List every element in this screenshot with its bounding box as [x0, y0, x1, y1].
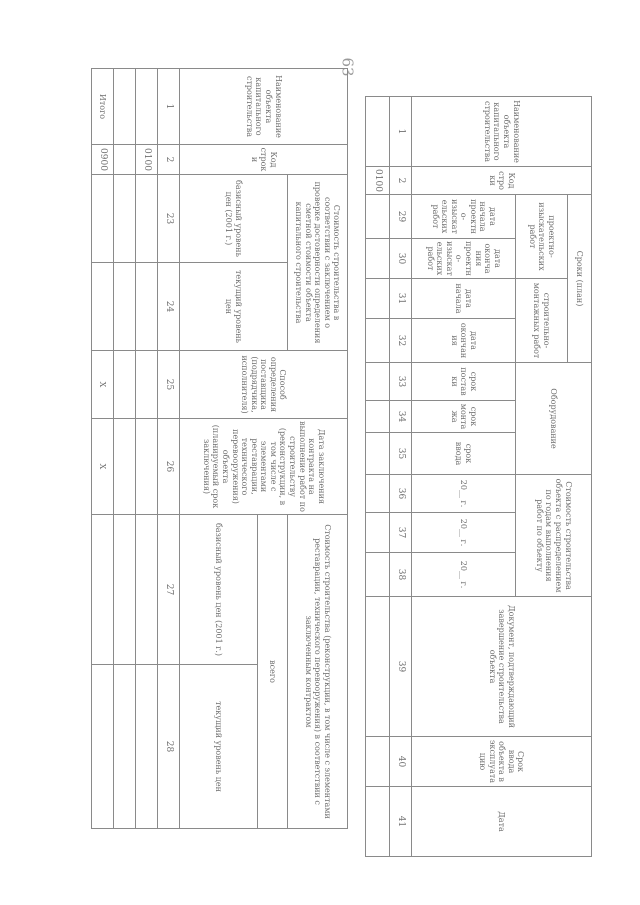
colnum: 26	[158, 419, 180, 515]
header-total: всего	[258, 515, 288, 829]
colnum: 34	[390, 401, 412, 433]
header-cost: Стоимость строительства в соответствии с заключением о проверке достоверности определения сметной стоимости объекта капитального строительства	[288, 175, 348, 351]
header-eq-install: срок монтажа	[412, 401, 516, 433]
table-bottom	[365, 96, 592, 857]
header-name: Наименование объекта капитального строительства	[180, 69, 348, 145]
header-smr: строительно-монтажных работ	[516, 279, 568, 363]
colnum: 38	[390, 553, 412, 597]
table-row	[366, 97, 390, 857]
header-pir-end: дата окончания проектно-изыскательских работ	[412, 239, 516, 279]
header-name: Наименование объекта капитального строительства	[412, 97, 592, 167]
header-current-price: текущий уровень цен	[180, 263, 288, 351]
header-equipment: Оборудование	[516, 363, 592, 475]
table-bottom-wrapper	[102, 96, 592, 856]
header-date: Дата	[412, 787, 592, 857]
colnum: 32	[390, 319, 412, 363]
colnum: 36	[390, 475, 412, 513]
row-code: 0100	[366, 167, 390, 195]
header-current-sub: текущий уровень цен	[180, 665, 258, 829]
header-pir: проектно-изыскательских работ	[516, 195, 568, 279]
colnum: 29	[390, 195, 412, 239]
header-smr-end: дата окончания	[412, 319, 516, 363]
header-year-3: 20__ г.	[412, 553, 516, 597]
colnum: 1	[390, 97, 412, 167]
header-code: Код строки	[412, 167, 592, 195]
colnum: 30	[390, 239, 412, 279]
header-contract-date: Дата заключения контракта на выполнение работ по строительству (реконструкции, в том числе с элементами реставрации, технического перевооружения) объекта (планируемый срок заключения)	[180, 419, 348, 515]
colnum: 37	[390, 513, 412, 553]
header-year-2: 20__ г.	[412, 513, 516, 553]
header-terms: Сроки (план)	[568, 195, 592, 363]
row-label: Итого	[92, 69, 114, 145]
colnum: 1	[158, 69, 180, 145]
colnum: 33	[390, 363, 412, 401]
header-method: Способ определения поставщика (подрядчика, исполнителя)	[180, 351, 348, 419]
row-code: 0100	[136, 145, 158, 175]
row-cell: X	[92, 419, 114, 515]
row-code: 0900	[92, 145, 114, 175]
header-pir-start: дата начала проектно-изыскательских работ	[412, 195, 516, 239]
colnum: 24	[158, 263, 180, 351]
header-schedule: Стоимость строительства объекта с распределением по годам выполнения работ по объекту	[516, 475, 592, 597]
colnum: 39	[390, 597, 412, 737]
row-label	[366, 97, 390, 167]
colnum: 41	[390, 787, 412, 857]
header-base-price: базисный уровень цен (2001 г.)	[180, 175, 288, 263]
colnum: 25	[158, 351, 180, 419]
colnum: 2	[158, 145, 180, 175]
row-cell: X	[92, 351, 114, 419]
colnum: 2	[390, 167, 412, 195]
colnum: 31	[390, 279, 412, 319]
header-deadline: Срок ввода объекта в эксплуатацию	[412, 737, 592, 787]
header-smr-start: дата начала	[412, 279, 516, 319]
colnum: 23	[158, 175, 180, 263]
header-contract-cost: Стоимость строительства (реконструкции, в том числе с элементами реставрации, технического перевооружения) в соответствии с заключенным контрактом	[288, 515, 348, 829]
colnum: 27	[158, 515, 180, 665]
header-doc: Документ, подтверждающий завершение строительства объекта	[412, 597, 592, 737]
page-number: 63	[338, 57, 357, 77]
header-code: Код строки	[180, 145, 348, 175]
colnum: 28	[158, 665, 180, 829]
colnum: 35	[390, 433, 412, 475]
header-year-1: 20__ г.	[412, 475, 516, 513]
colnum: 40	[390, 737, 412, 787]
header-eq-commission: срок ввода	[412, 433, 516, 475]
header-eq-supply: срок поставки	[412, 363, 516, 401]
header-base-cost: базисный уровень цен (2001 г.)	[180, 515, 258, 665]
